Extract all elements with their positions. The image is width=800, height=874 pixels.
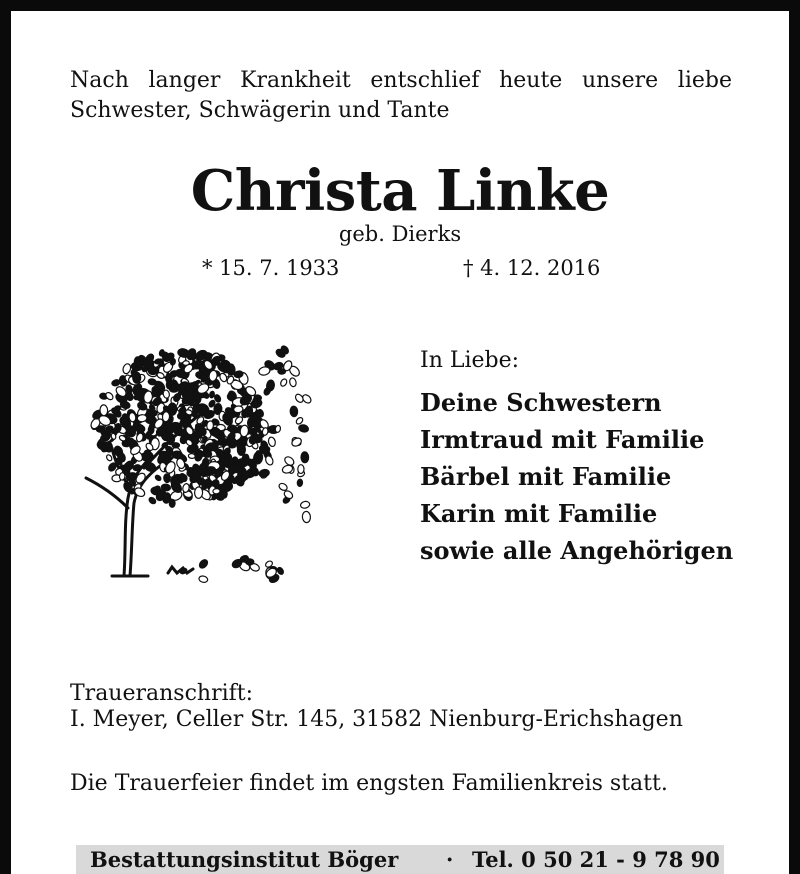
leaf-shape	[266, 380, 275, 392]
mourner-line: Bärbel mit Familie	[420, 462, 672, 491]
leaf-shape	[298, 465, 304, 474]
leaf-shape	[298, 424, 309, 433]
mourner-line: sowie alle Angehörigen	[420, 536, 734, 565]
leaf-shape	[172, 451, 183, 459]
intro-line-2: Schwester, Schwägerin und Tante	[70, 98, 450, 123]
leaf-shape	[111, 379, 121, 387]
mourner-line: Irmtraud mit Familie	[420, 425, 705, 454]
leaf-shape	[279, 378, 287, 387]
leaf-shape	[198, 575, 208, 583]
funeral-home-phone: Tel. 0 50 21 - 9 78 90	[472, 847, 720, 872]
leaf-shape	[122, 363, 132, 375]
leaf-shape	[258, 366, 271, 376]
leaf-shape	[302, 511, 311, 523]
leaf-shape	[154, 474, 162, 481]
tree-foliage	[89, 345, 312, 584]
leaf-shape	[237, 444, 245, 455]
leaf-shape	[106, 442, 113, 452]
leaf-shape	[233, 406, 243, 414]
maiden-name: geb. Dierks	[338, 222, 462, 246]
leaf-shape	[128, 438, 135, 447]
leaf-shape	[133, 372, 141, 383]
leaf-shape	[290, 406, 298, 417]
leaf-shape	[106, 426, 114, 432]
leaf-shape	[276, 566, 284, 575]
leaf-shape	[194, 487, 202, 499]
leaf-shape	[198, 558, 209, 569]
leaf-shape	[188, 453, 195, 458]
leaf-shape	[245, 559, 254, 565]
leaf-shape	[137, 414, 147, 422]
address-value: I. Meyer, Celler Str. 145, 31582 Nienburg-Erichshagen	[70, 707, 683, 732]
leaf-shape	[301, 452, 309, 463]
birth-date: * 15. 7. 1933	[202, 256, 340, 280]
leaf-shape	[290, 436, 302, 447]
leaf-shape	[238, 471, 243, 478]
leaf-shape	[258, 469, 270, 478]
leaf-shape	[297, 479, 303, 487]
mourners-list	[420, 384, 733, 569]
footer-bar	[76, 845, 724, 874]
tree-illustration	[72, 318, 322, 598]
leaf-shape	[213, 488, 221, 494]
leaf-shape	[267, 436, 276, 447]
leaf-shape	[289, 377, 297, 387]
intro-text	[70, 66, 732, 126]
mourners-intro: In Liebe:	[420, 348, 520, 373]
deceased-name: Christa Linke	[190, 158, 610, 224]
address-label: Traueranschrift:	[70, 681, 254, 706]
leaf-shape	[172, 443, 180, 448]
funeral-home-name: Bestattungsinstitut Böger	[90, 847, 399, 872]
footer-separator: ·	[446, 847, 454, 872]
mourner-line: Karin mit Familie	[420, 499, 658, 528]
leaf-shape	[119, 472, 125, 480]
leaf-shape	[100, 405, 108, 416]
leaf-shape	[193, 393, 201, 403]
leaf-shape	[148, 496, 157, 505]
service-note: Die Trauerfeier findet im engsten Familienkreis statt.	[70, 771, 668, 796]
intro-line-1: Nach langer Krankheit entschlief heute unsere liebe	[70, 68, 732, 93]
leaf-shape	[163, 473, 170, 483]
leaf-shape	[106, 454, 113, 462]
leaf-shape	[96, 425, 105, 432]
leaf-shape	[278, 369, 286, 375]
leaf-shape	[134, 357, 142, 368]
death-date: † 4. 12. 2016	[463, 256, 601, 280]
leaf-shape	[300, 500, 311, 509]
leaf-shape	[295, 416, 304, 425]
leaf-shape	[294, 393, 305, 404]
leaf-shape	[206, 421, 214, 431]
leaf-shape	[182, 475, 187, 482]
mourner-line: Deine Schwestern	[420, 388, 662, 417]
